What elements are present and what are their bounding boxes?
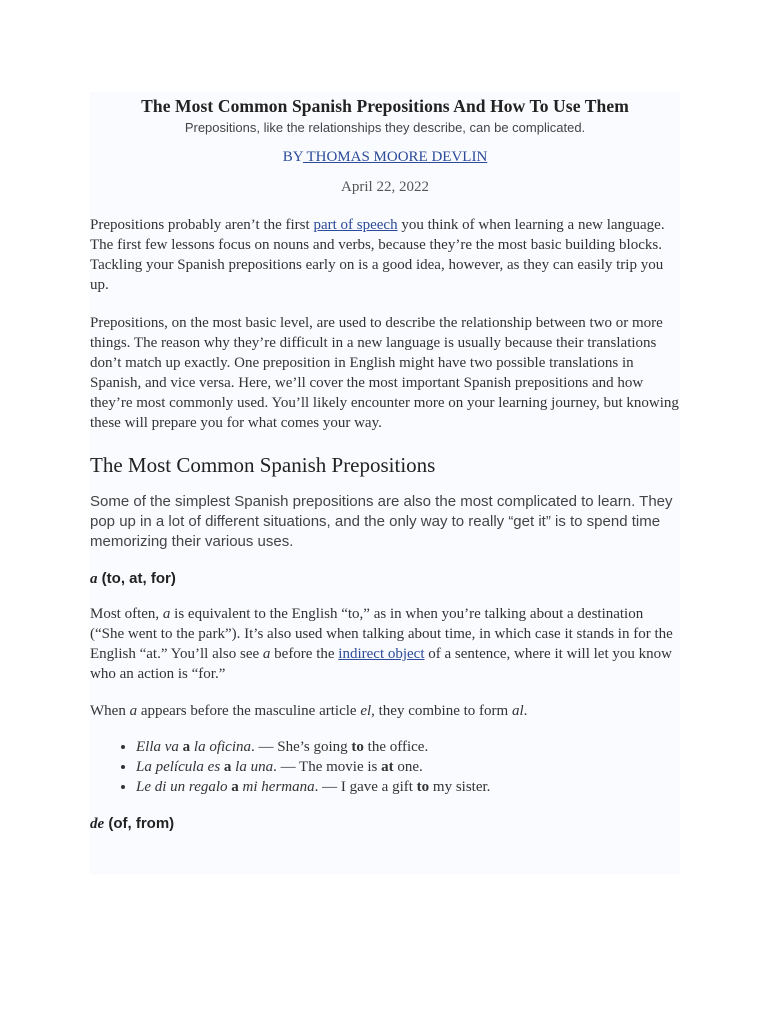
preposition-de-heading: de (of, from) — [90, 815, 175, 832]
article-subtitle: Prepositions, like the relationships they describe, can be complicated. — [184, 120, 586, 135]
author-link[interactable]: THOMAS MOORE DEVLIN — [302, 149, 488, 165]
intro-paragraph-1: Prepositions probably aren’t the first part of speech you think of when learning a new language. The first few lessons focus on nouns and verbs, because they’re the most basic building blocks. Tackling your Spanish prepositions early on is a good idea, however, as they can easily trip you up. — [90, 217, 665, 293]
example-item: • Le di un regalo a mi hermana. — I gave a gift to my sister. — [136, 777, 680, 797]
section-heading: The Most Common Spanish Prepositions — [90, 453, 436, 477]
preposition-a-examples — [90, 737, 680, 797]
publish-date: April 22, 2022 — [341, 179, 429, 195]
intro-paragraph-2: Prepositions, on the most basic level, are used to describe the relationship between two or more things. The reason why they’re difficult in a new language is usually because their translations don’t match up exactly. One preposition in English might have two possible translations in Spanish, and vice versa. Here, we’ll cover the most important Spanish prepositions and how they’re most commonly used. You’ll likely encounter more on your learning journey, but knowing these will prepare you for what comes your way. — [90, 315, 679, 431]
preposition-de-term: de — [90, 816, 105, 832]
byline-label: BY — [282, 149, 303, 165]
indirect-object-link[interactable]: indirect object — [338, 646, 425, 662]
section-intro: Some of the simplest Spanish prepositions are also the most complicated to learn. They pop up in a lot of different situations, and the only way to really “get it” is to spend time memorizing their various uses. — [90, 493, 673, 550]
byline — [90, 149, 680, 166]
preposition-a-term: a — [90, 571, 98, 587]
preposition-a-explanation: Most often, a is equivalent to the English “to,” as in when you’re talking about a destination (“She went to the park”). It’s also used when talking about time, in which case it stands in for the English “at.” You’ll also see a before the indirect object of a sentence, where it will let you know who an action is “for.” — [90, 606, 673, 682]
article-title: The Most Common Spanish Prepositions And How To Use Them — [141, 96, 629, 116]
example-item: • La película es a la una. — The movie is at one. — [136, 757, 680, 777]
article-page — [90, 92, 680, 874]
example-item: • Ella va a la oficina. — She’s going to the office. — [136, 737, 680, 757]
preposition-a-contraction: When a appears before the masculine article el, they combine to form al. — [90, 703, 528, 719]
preposition-a-heading: a (to, at, for) — [90, 570, 176, 587]
part-of-speech-link[interactable]: part of speech — [313, 217, 398, 233]
